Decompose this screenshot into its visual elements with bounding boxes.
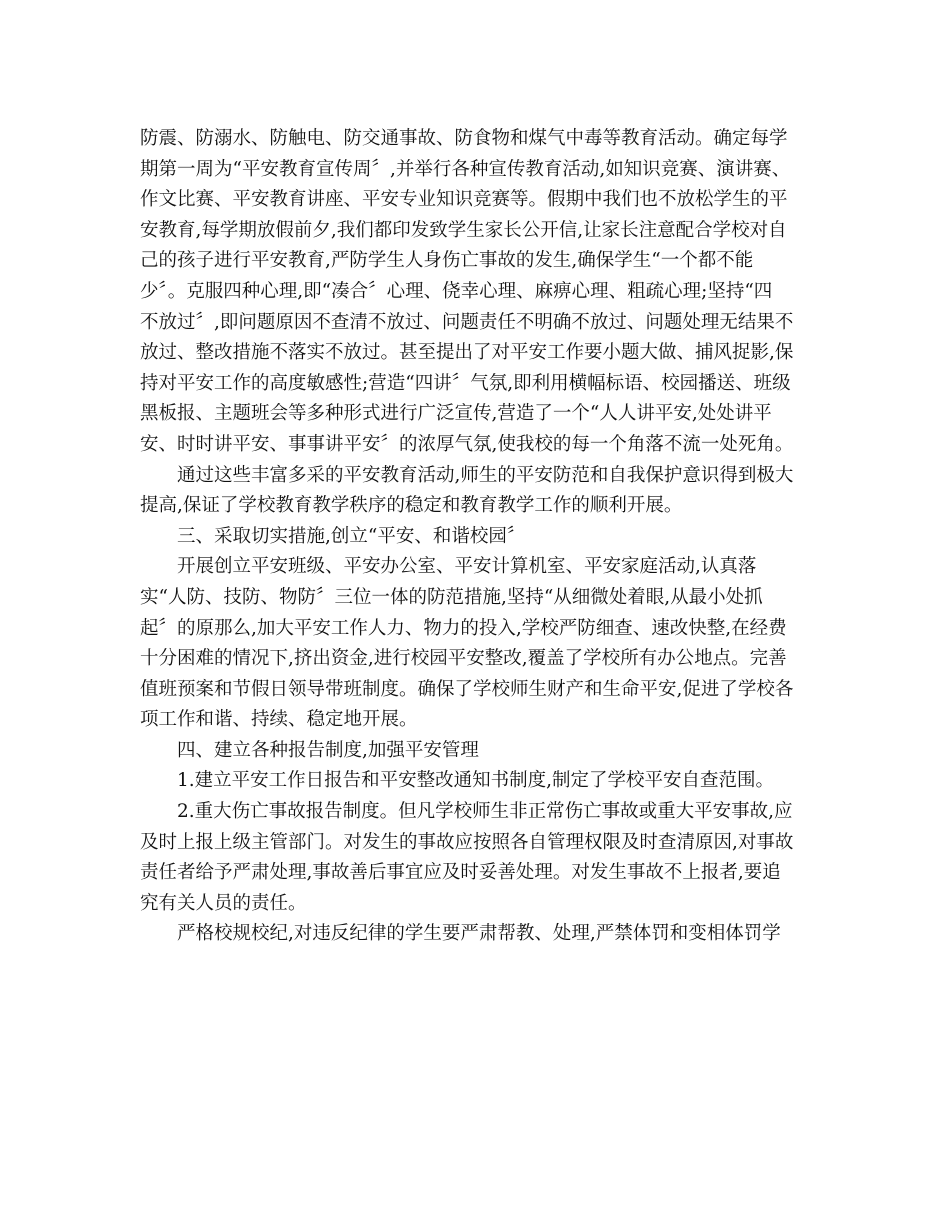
paragraph-start-line: 开展创立平安班级、平安办公室、平安计算机室、平安家庭活动,认真落 xyxy=(177,556,757,578)
text-line: 究有关人员的责任。 xyxy=(140,892,307,914)
text-line: 防震、防溺水、防触电、防交通事故、防食物和煤气中毒等教育活动。确定每学 xyxy=(140,128,788,149)
text-line: 十分困难的情况下,挤出资金,进行校园平安整改,覆盖了学校所有办公地点。完善 xyxy=(140,648,787,670)
text-line: 少〞。克服四种心理,即“凑合〞心理、侥幸心理、麻痹心理、粗疏心理;坚持“四 xyxy=(140,280,773,302)
paragraph-start-line: 通过这些丰富多采的平安教育活动,师生的平安防范和自我保护意识得到极大 xyxy=(177,464,794,486)
text-line: 及时上报上级主管部门。对发生的事故应按照各自管理权限及时查清原因,对事故 xyxy=(140,831,794,853)
list-item: 1.建立平安工作日报告和平安整改通知书制度,制定了学校平安自查范围。 xyxy=(177,770,775,792)
text-line: 持对平安工作的高度敏感性;营造“四讲〞气氛,即利用横幅标语、校园播送、班级 xyxy=(140,372,791,394)
text-line: 提高,保证了学校教育教学秩序的稳定和教育教学工作的顺利开展。 xyxy=(140,495,683,517)
text-line: 安、时时讲平安、事事讲平安〞的浓厚气氛,使我校的每一个角落不流一处死角。 xyxy=(140,433,794,455)
section-heading: 四、建立各种报告制度,加强平安管理 xyxy=(177,739,479,761)
document-page xyxy=(140,124,812,950)
text-line: 责任者给予严肃处理,事故善后事宜应及时妥善处理。对发生事故不上报者,要追 xyxy=(140,862,781,884)
text-line: 放过、整改措施不落实不放过。甚至提出了对平安工作要小题大做、捕风捉影,保 xyxy=(140,342,794,364)
text-line: 值班预案和节假日领导带班制度。确保了学校师生财产和生命平安,促进了学校各 xyxy=(140,678,794,700)
text-line: 安教育,每学期放假前夕,我们都印发致学生家长公开信,让家长注意配合学校对自 xyxy=(140,219,787,241)
text-line: 作文比赛、平安教育讲座、平安专业知识竞赛等。假期中我们也不放松学生的平 xyxy=(140,189,788,211)
text-line: 实“人防、技防、物防〞三位一体的防范措施,坚持“从细微处着眼,从最小处抓 xyxy=(140,586,763,608)
text-line: 项工作和谐、持续、稳定地开展。 xyxy=(140,709,418,731)
paragraph-start-line: 严格校规校纪,对违反纪律的学生要严肃帮教、处理,严禁体罚和变相体罚学 xyxy=(177,923,781,945)
list-item: 2.重大伤亡事故报告制度。但凡学校师生非正常伤亡事故或重大平安事故,应 xyxy=(177,801,793,823)
text-line: 期第一周为“平安教育宣传周〞,并举行各种宣传教育活动,如知识竞赛、演讲赛、 xyxy=(140,158,791,180)
text-line: 起〞的原那么,加大平安工作人力、物力的投入,学校严防细查、速改快整,在经费 xyxy=(140,617,787,639)
text-line: 不放过〞,即问题原因不查清不放过、问题责任不明确不放过、问题处理无结果不 xyxy=(140,311,794,333)
text-line: 己的孩子进行平安教育,严防学生人身伤亡事故的发生,确保学生“一个都不能 xyxy=(140,250,754,272)
section-heading: 三、采取切实措施,创立“平安、和谐校园〞 xyxy=(177,525,526,547)
text-line: 黑板报、主题班会等多种形式进行广泛宣传,营造了一个“人人讲平安,处处讲平 xyxy=(140,403,772,425)
